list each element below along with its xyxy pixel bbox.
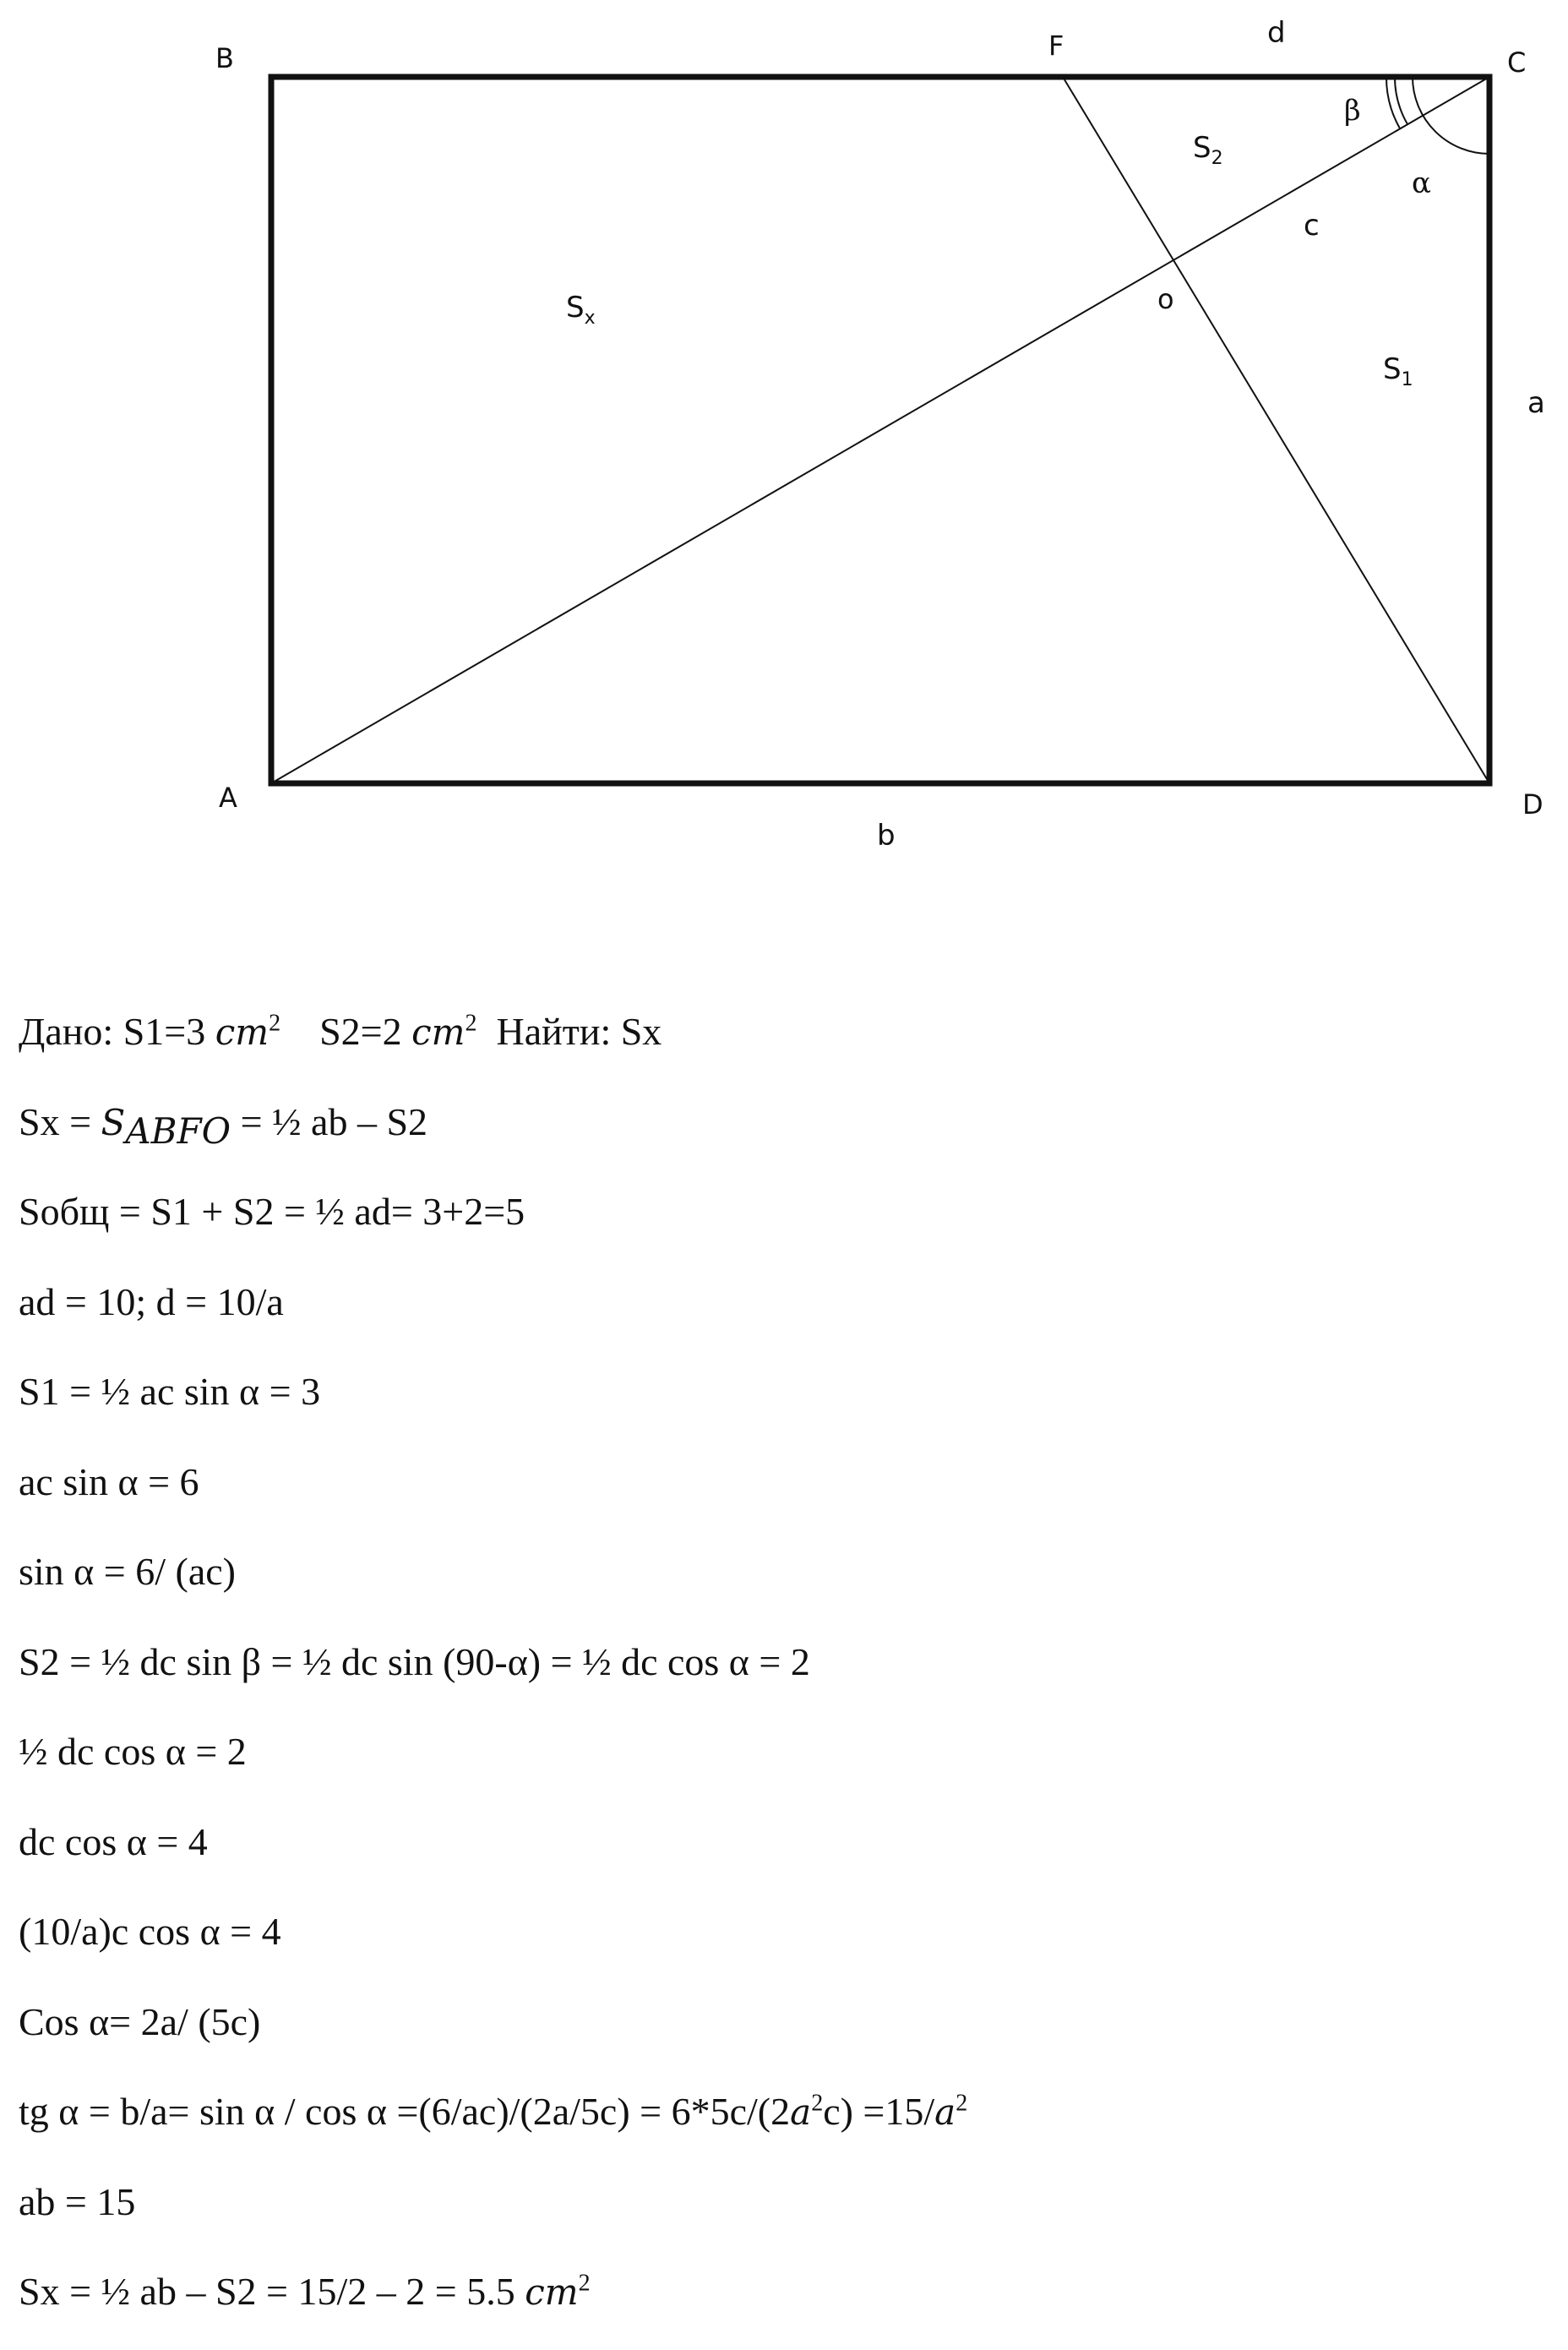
point-f-label: F [1048, 30, 1064, 62]
point-c-label: C [1507, 46, 1527, 79]
eq-part: Sx = ½ ab – S2 = 15/2 – 2 = 5.5 [19, 2270, 525, 2313]
angle-beta-arc-inner [1395, 77, 1407, 124]
point-o-label: o [1157, 283, 1174, 315]
given-s2: S2=2 [319, 1010, 412, 1053]
unit-cm: cm [215, 1011, 270, 1053]
area-sx-label: $S_x$ [566, 291, 596, 329]
exponent: 2 [956, 2090, 968, 2117]
equation-line-8: S2 = ½ dc sin β = ½ dc sin (90-α) = ½ dc cos α = 2 [19, 1639, 810, 1683]
equation-line-14: ab = 15 [19, 2179, 136, 2223]
eq-part: S [101, 1101, 126, 1143]
equation-line-9: ½ dc cos α = 2 [19, 1730, 247, 1773]
equation-line-15 [19, 2247, 1539, 2337]
side-a-label: a [1527, 386, 1545, 420]
given-s1: Дано: S1=3 [19, 1010, 215, 1053]
angle-beta-label: β [1344, 94, 1361, 128]
point-b-label: B [215, 42, 234, 74]
unit-cm: cm [411, 1011, 466, 1053]
equation-line-6: ac sin α = 6 [19, 1459, 199, 1503]
unit-cm: cm [525, 2271, 579, 2313]
given-line [19, 987, 1539, 1077]
eq-part: tg α = b/a= sin α / cos α =(6/ac)/(2a/5c) = 6*5c/(2 [19, 2090, 791, 2133]
equation-line-2 [19, 1077, 1539, 1168]
area-s2-label: $S_2$ [1193, 131, 1223, 169]
side-d-label: d [1267, 16, 1286, 50]
area-s1-label: $S_1$ [1383, 352, 1413, 390]
eq-var: a [934, 2091, 956, 2133]
equation-line-12: Cos α= 2a/ (5c) [19, 1999, 261, 2043]
equation-line-4: ad = 10; d = 10/a [19, 1279, 284, 1323]
solution-text [19, 987, 1539, 2337]
equation-line-13 [19, 2067, 1539, 2157]
point-d-label: D [1522, 788, 1544, 821]
subscript: ABFO [125, 1110, 231, 1152]
equation-line-7: sin α = 6/ (ac) [19, 1550, 236, 1593]
exponent: 2 [578, 2270, 591, 2297]
rectangle-diagram [0, 0, 1568, 896]
eq-part: c) =15/ [823, 2090, 935, 2133]
eq-part: = ½ ab – S2 [231, 1099, 428, 1143]
equation-line-11: (10/a)c cos α = 4 [19, 1910, 281, 1953]
eq-var: a [790, 2091, 812, 2133]
equation-line-10: dc cos α = 4 [19, 1819, 208, 1863]
exponent: 2 [811, 2090, 824, 2117]
equation-line-3: Sобщ = S1 + S2 = ½ ad= 3+2=5 [19, 1190, 525, 1233]
side-c-label: c [1304, 209, 1320, 243]
eq-part: Sx = [19, 1099, 101, 1143]
exponent: 2 [269, 1010, 281, 1037]
equation-line-5: S1 = ½ ac sin α = 3 [19, 1370, 321, 1413]
point-a-label: A [219, 782, 237, 814]
angle-alpha-label: α [1412, 166, 1431, 200]
find-text: Найти: Sx [496, 1010, 662, 1053]
exponent: 2 [465, 1010, 477, 1037]
diagonal-ac [271, 77, 1489, 783]
side-b-label: b [877, 819, 896, 853]
